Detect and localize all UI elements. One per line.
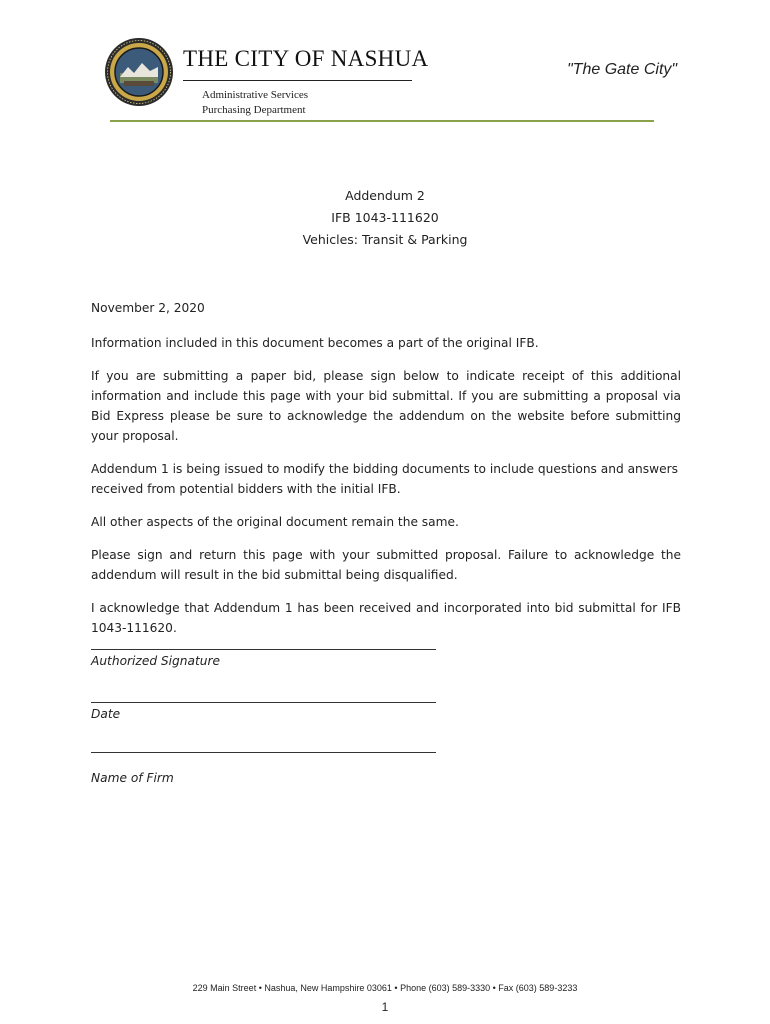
paragraph: Addendum 1 is being issued to modify the bidding documents to include questions and answers received from potential bidders with the initial IFB. — [91, 462, 678, 496]
city-motto: "The Gate City" — [567, 61, 678, 78]
authorized-signature-field — [91, 649, 436, 668]
footer-address: 229 Main Street • Nashua, New Hampshire 03061 • Phone (603) 589-3330 • Fax (603) 589-3233 — [192, 983, 578, 993]
date-label: Date — [91, 707, 121, 721]
firm-line — [91, 752, 436, 753]
signature-line — [91, 649, 436, 650]
ifb-number: IFB 1043-111620 — [331, 210, 439, 225]
document-title-block — [0, 185, 770, 251]
paragraph: All other aspects of the original document remain the same. — [91, 515, 459, 529]
department-block — [202, 88, 308, 118]
page-number: 1 — [381, 1000, 389, 1014]
city-seal — [104, 37, 174, 107]
date-field — [91, 702, 436, 721]
firm-name-label: Name of Firm — [91, 771, 174, 785]
paragraph: Please sign and return this page with your submitted proposal. Failure to acknowledge the addendum will result in the bid submittal being disqualified. — [91, 548, 681, 582]
date-line — [91, 702, 436, 703]
firm-name-field — [91, 752, 436, 785]
acknowledgement-paragraph: I acknowledge that Addendum 1 has been received and incorporated into bid submittal for IFB 1043-111620. — [91, 601, 681, 635]
authorized-signature-label: Authorized Signature — [91, 654, 220, 668]
document-body — [91, 333, 681, 651]
document-subject: Vehicles: Transit & Parking — [302, 232, 468, 247]
header-divider — [110, 120, 654, 122]
city-title: THE CITY OF NASHUA — [183, 46, 429, 71]
document-date: November 2, 2020 — [91, 301, 205, 315]
addendum-title: Addendum 2 — [345, 188, 425, 203]
department-line-2: Purchasing Department — [202, 104, 306, 116]
paragraph: If you are submitting a paper bid, please sign below to indicate receipt of this additional information and include this page with your bid submittal. If you are submitting a proposal via Bid Express please be sure to acknowledge the addendum on the website before submitting your proposal. — [91, 369, 681, 443]
city-seal-icon — [104, 37, 174, 107]
title-underline — [183, 80, 412, 81]
paragraph: Information included in this document becomes a part of the original IFB. — [91, 336, 539, 350]
department-line-1: Administrative Services — [202, 89, 309, 101]
